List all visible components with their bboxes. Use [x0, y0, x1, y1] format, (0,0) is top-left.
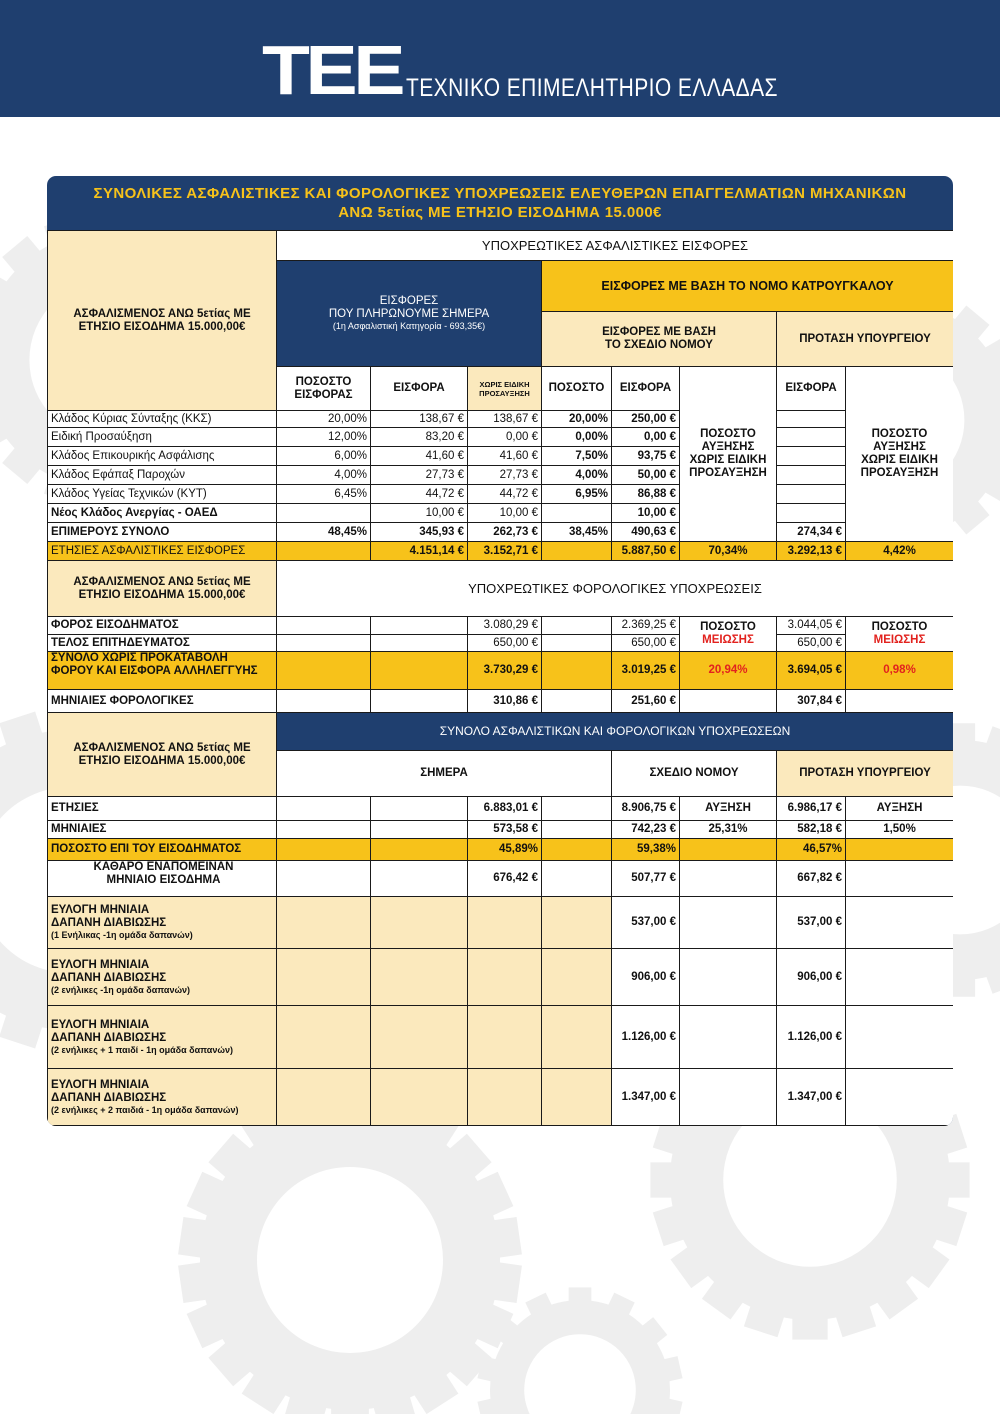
rate-cell: 4,00%	[276, 465, 371, 485]
contribution-cell: 27,73 €	[370, 465, 468, 485]
tax-total-ministry-pct: 0,98%	[845, 651, 953, 690]
empty	[679, 689, 777, 713]
contribution-cell: 44,72 €	[370, 484, 468, 504]
new-rate-cell: 38,45%	[541, 522, 612, 542]
annual-new-contribution: 5.887,50 €	[611, 541, 680, 561]
monthly-tax-today: 310,86 €	[467, 689, 542, 713]
empty	[845, 689, 953, 713]
annual-contribution: 4.151,14 €	[370, 541, 468, 561]
empty	[541, 689, 612, 713]
new-contribution-cell: 0,00 €	[611, 427, 680, 447]
cell-text-line: ΠΟΣΟΣΤΟ	[871, 621, 928, 633]
no-surcharge-cell: 10,00 €	[467, 503, 542, 523]
gear-icon	[178, 1089, 522, 1414]
insurance-row-label: Κλάδος Κύριας Σύνταξης (ΚΚΣ)	[47, 410, 277, 428]
empty	[541, 860, 612, 897]
cell-text: ΑΣΦΑΛΙΣΜΕΝΟΣ ΑΝΩ 5ετίας ΜΕ ΕΤΗΣΙΟ ΕΙΣΟΔΗΜΑ 15.000,00€	[73, 741, 251, 767]
totals-pct-income-draft: 59,38%	[611, 838, 680, 861]
cell-text-line: ΤΟ ΣΧΕΔΙΟ ΝΟΜΟΥ	[605, 339, 713, 351]
empty	[541, 896, 612, 949]
totals-net-income-ministry: 667,82 €	[776, 860, 846, 897]
empty	[276, 651, 371, 690]
business-fee-draft: 650,00 €	[611, 634, 680, 652]
obligations-table-card	[47, 176, 953, 1126]
header-no-surcharge	[467, 366, 542, 411]
empty	[276, 948, 371, 1006]
totals-monthly-ministry-note: 1,50%	[845, 820, 953, 839]
header-new-contribution: ΕΙΣΦΟΡΑ	[611, 366, 680, 411]
ministry-contribution-cell	[776, 446, 846, 466]
new-contribution-cell: 50,00 €	[611, 465, 680, 485]
empty	[370, 616, 468, 635]
cell-text-line: (1η Ασφαλιστική Κατηγορία - 693,35€)	[332, 321, 486, 331]
cell-text-line: ΠΟΣΟΣΤΟ	[871, 428, 928, 440]
cell-text-line: (1 Ενήλικας -1η ομάδα δαπανών)	[51, 930, 193, 940]
ministry-proposal-header: ΠΡΟΤΑΣΗ ΥΠΟΥΡΓΕΙΟΥ	[776, 311, 953, 367]
insured-label-2	[47, 560, 277, 617]
totals-monthly-label: ΜΗΝΙΑΙΕΣ	[47, 820, 277, 839]
living-cost-draft: 906,00 €	[611, 948, 680, 1006]
empty	[370, 651, 468, 690]
new-contribution-cell: 490,63 €	[611, 522, 680, 542]
empty	[679, 896, 777, 949]
insurance-row-label: Κλάδος Επικουρικής Ασφάλισης	[47, 446, 277, 466]
contribution-cell: 138,67 €	[370, 410, 468, 428]
reduction-note-ministry	[845, 616, 953, 652]
empty	[276, 796, 371, 821]
cell-text-line: ΣΥΝΟΛΟ ΧΩΡΙΣ ΠΡΟΚΑΤΑΒΟΛΗ	[51, 652, 228, 664]
totals-annual-ministry-note: ΑΥΞΗΣΗ	[845, 796, 953, 821]
cell-text-line: ΠΡΟΣΑΥΞΗΣΗ	[860, 467, 939, 479]
cell-text-line: ΧΩΡΙΣ ΕΙΔΙΚΗ	[689, 454, 767, 466]
today-contrib-header	[276, 260, 542, 367]
new-rate-cell: 20,00%	[541, 410, 612, 428]
empty	[541, 651, 612, 690]
empty	[276, 634, 371, 652]
empty	[845, 948, 953, 1006]
empty	[370, 796, 468, 821]
empty	[541, 820, 612, 839]
totals-monthly-draft: 742,23 €	[611, 820, 680, 839]
annual-rate-empty	[276, 541, 371, 561]
totals-monthly-draft-note: 25,31%	[679, 820, 777, 839]
empty	[276, 1068, 371, 1126]
new-rate-cell: 4,00%	[541, 465, 612, 485]
rate-cell: 20,00%	[276, 410, 371, 428]
tax-total-ministry: 3.694,05 €	[776, 651, 846, 690]
contribution-cell: 83,20 €	[370, 427, 468, 447]
empty	[541, 838, 612, 861]
empty	[370, 896, 468, 949]
contribution-cell: 345,93 €	[370, 522, 468, 542]
empty	[845, 1068, 953, 1126]
living-cost-ministry: 906,00 €	[776, 948, 846, 1006]
living-cost-label	[47, 1005, 277, 1069]
tax-section-title: ΥΠΟΧΡΕΩΤΙΚΕΣ ΦΟΡΟΛΟΓΙΚΕΣ ΥΠΟΧΡΕΩΣΕΙΣ	[276, 560, 953, 617]
no-surcharge-cell: 0,00 €	[467, 427, 542, 447]
annual-new-rate-empty	[541, 541, 612, 561]
no-surcharge-cell: 262,73 €	[467, 522, 542, 542]
cell-text-line: (2 ενήλικες + 2 παιδιά - 1η ομάδα δαπανών)	[51, 1104, 239, 1115]
katrougkalos-header: ΕΙΣΦΟΡΕΣ ΜΕ ΒΑΣΗ ΤΟ ΝΟΜΟ ΚΑΤΡΟΥΓΚΑΛΟΥ	[541, 260, 953, 312]
totals-monthly-today: 573,58 €	[467, 820, 542, 839]
increase-note-ministry	[845, 366, 953, 542]
business-fee-label: ΤΕΛΟΣ ΕΠΙΤΗΔΕΥΜΑΤΟΣ	[47, 634, 277, 652]
totals-pct-income-ministry-note	[845, 838, 953, 861]
cell-text-line: ΑΥΞΗΣΗΣ	[701, 441, 755, 453]
rate-cell: 12,00%	[276, 427, 371, 447]
empty	[370, 838, 468, 861]
table-title	[47, 176, 953, 230]
tee-logo: ΤΕΕ	[262, 31, 402, 109]
cell-text-line: ΚΑΘΑΡΟ ΕΝΑΠΟΜΕΙΝΑΝ	[93, 861, 234, 873]
living-cost-label	[47, 948, 277, 1006]
header-contribution: ΕΙΣΦΟΡΑ	[370, 366, 468, 411]
cell-text-line: ΕΥΛΟΓΗ ΜΗΝΙΑΙΑ	[51, 1078, 150, 1091]
draft-law-header	[541, 311, 777, 367]
cell-text-line: ΧΩΡΙΣ ΕΙΔΙΚΗ	[479, 379, 530, 389]
living-cost-ministry: 1.126,00 €	[776, 1005, 846, 1069]
new-rate-cell	[541, 503, 612, 523]
empty	[276, 616, 371, 635]
tax-total-draft-pct: 20,94%	[679, 651, 777, 690]
living-cost-label	[47, 896, 277, 949]
no-surcharge-cell: 27,73 €	[467, 465, 542, 485]
living-cost-ministry: 537,00 €	[776, 896, 846, 949]
no-surcharge-cell: 41,60 €	[467, 446, 542, 466]
insured-label-1	[47, 230, 277, 411]
empty	[370, 820, 468, 839]
totals-annual-draft-note: ΑΥΞΗΣΗ	[679, 796, 777, 821]
header-new-rate: ΠΟΣΟΣΤΟ	[541, 366, 612, 411]
no-surcharge-cell: 138,67 €	[467, 410, 542, 428]
cell-text-line: (2 ενήλικες + 1 παιδί - 1η ομάδα δαπανών)	[51, 1044, 233, 1055]
income-tax-today: 3.080,29 €	[467, 616, 542, 635]
totals-section-title: ΣΥΝΟΛΟ ΑΣΦΑΛΙΣΤΙΚΩΝ ΚΑΙ ΦΟΡΟΛΟΓΙΚΩΝ ΥΠΟΧΡΕΩΣΕΩΝ	[276, 712, 953, 751]
monthly-tax-ministry: 307,84 €	[776, 689, 846, 713]
cell-text-line: ΔΑΠΑΝΗ ΔΙΑΒΙΩΣΗΣ	[51, 1091, 167, 1104]
totals-header-today: ΣΗΜΕΡΑ	[276, 750, 612, 797]
cell-text-line: ΔΑΠΑΝΗ ΔΙΑΒΙΩΣΗΣ	[51, 1031, 167, 1044]
cell-text-line: ΠΟΣΟΣΤΟ	[295, 375, 352, 388]
empty	[370, 1005, 468, 1069]
cell-text-line: ΕΙΣΦΟΡΕΣ ΜΕ ΒΑΣΗ	[602, 326, 716, 338]
empty	[276, 838, 371, 861]
totals-pct-income-label: ΠΟΣΟΣΤΟ ΕΠΙ ΤΟΥ ΕΙΣΟΔΗΜΑΤΟΣ	[47, 838, 277, 861]
cell-text-line: (2 ενήλικες -1η ομάδα δαπανών)	[51, 984, 191, 995]
cell-text-line: ΕΥΛΟΓΗ ΜΗΝΙΑΙΑ	[51, 1018, 150, 1031]
no-surcharge-cell: 44,72 €	[467, 484, 542, 504]
cell-text-line: ΕΥΛΟΓΗ ΜΗΝΙΑΙΑ	[51, 958, 150, 971]
empty	[276, 1005, 371, 1069]
empty	[467, 1005, 542, 1069]
cell-text-line: ΑΥΞΗΣΗΣ	[873, 441, 926, 453]
totals-pct-income-draft-note	[679, 838, 777, 861]
title-line-1: ΣΥΝΟΛΙΚΕΣ ΑΣΦΑΛΙΣΤΙΚΕΣ ΚΑΙ ΦΟΡΟΛΟΓΙΚΕΣ ΥΠΟΧΡΕΩΣΕΙΣ ΕΛΕΥΘΕΡΩΝ ΕΠΑΓΓΕΛΜΑΤΙΩΝ ΜΗΧΑΝΙΚΩΝ	[93, 185, 907, 202]
ministry-contribution-cell	[776, 503, 846, 523]
org-name: ΤΕΧΝΙΚΟ ΕΠΙΜΕΛΗΤΗΡΙΟ ΕΛΛΑΔΑΣ	[406, 74, 778, 102]
cell-text-line: ΠΡΟΣΑΥΞΗΣΗ	[689, 467, 767, 479]
new-contribution-cell: 86,88 €	[611, 484, 680, 504]
totals-monthly-ministry: 582,18 €	[776, 820, 846, 839]
annual-no-surcharge: 3.152,71 €	[467, 541, 542, 561]
empty	[467, 896, 542, 949]
annual-insurance-label: ΕΤΗΣΙΕΣ ΑΣΦΑΛΙΣΤΙΚΕΣ ΕΙΣΦΟΡΕΣ	[47, 541, 277, 561]
insurance-row-label: Κλάδος Εφάπαξ Παροχών	[47, 465, 277, 485]
empty	[370, 948, 468, 1006]
new-contribution-cell: 250,00 €	[611, 410, 680, 428]
empty	[276, 689, 371, 713]
totals-pct-income-today: 45,89%	[467, 838, 542, 861]
cell-text-line: ΕΙΣΦΟΡΑΣ	[294, 388, 353, 401]
empty	[679, 1005, 777, 1069]
insurance-row-label: Ειδική Προσαύξηση	[47, 427, 277, 447]
ministry-contribution-cell	[776, 427, 846, 447]
living-cost-draft: 1.347,00 €	[611, 1068, 680, 1126]
empty	[276, 860, 371, 897]
ministry-contribution-cell	[776, 465, 846, 485]
cell-text-line: ΔΑΠΑΝΗ ΔΙΑΒΙΩΣΗΣ	[51, 971, 167, 984]
totals-net-income-label	[47, 860, 277, 897]
empty	[276, 820, 371, 839]
new-contribution-cell: 10,00 €	[611, 503, 680, 523]
annual-ministry-increase: 4,42%	[845, 541, 953, 561]
insurance-section-title: ΥΠΟΧΡΕΩΤΙΚΕΣ ΑΣΦΑΛΙΣΤΙΚΕΣ ΕΙΣΦΟΡΕΣ	[276, 230, 953, 261]
totals-net-income-draft: 507,77 €	[611, 860, 680, 897]
header-bar	[0, 0, 1000, 117]
ministry-contribution-cell	[776, 484, 846, 504]
contribution-cell: 10,00 €	[370, 503, 468, 523]
living-cost-ministry: 1.347,00 €	[776, 1068, 846, 1126]
empty	[845, 896, 953, 949]
empty	[370, 634, 468, 652]
rate-cell: 48,45%	[276, 522, 371, 542]
cell-text: ΑΣΦΑΛΙΣΜΕΝΟΣ ΑΝΩ 5ετίας ΜΕ ΕΤΗΣΙΟ ΕΙΣΟΔΗΜΑ 15.000,00€	[73, 307, 251, 333]
cell-text-line: ΕΙΣΦΟΡΕΣ	[379, 295, 439, 307]
totals-header-ministry: ΠΡΟΤΑΣΗ ΥΠΟΥΡΓΕΙΟΥ	[776, 750, 953, 797]
living-cost-label	[47, 1068, 277, 1126]
cell-text-line: ΧΩΡΙΣ ΕΙΔΙΚΗ	[861, 454, 938, 466]
income-tax-draft: 2.369,25 €	[611, 616, 680, 635]
totals-net-income-today: 676,42 €	[467, 860, 542, 897]
cell-text-line: ΜΕΙΩΣΗΣ	[873, 634, 926, 646]
cell-text-line: ΠΡΟΣΑΥΞΗΣΗ	[479, 388, 530, 398]
living-cost-draft: 537,00 €	[611, 896, 680, 949]
income-tax-ministry: 3.044,05 €	[776, 616, 846, 635]
totals-annual-ministry: 6.986,17 €	[776, 796, 846, 821]
totals-annual-draft: 8.906,75 €	[611, 796, 680, 821]
title-line-2: ΑΝΩ 5ετίας ΜΕ ΕΤΗΣΙΟ ΕΙΣΟΔΗΜΑ 15.000€	[338, 204, 662, 221]
totals-net-income-ministry-note	[845, 860, 953, 897]
empty	[541, 1005, 612, 1069]
ministry-contribution-cell	[776, 410, 846, 428]
empty	[541, 616, 612, 635]
empty	[679, 948, 777, 1006]
cell-text-line: ΜΗΝΙΑΙΟ ΕΙΣΟΔΗΜΑ	[106, 874, 221, 886]
cell-text-line: ΠΟΣΟΣΤΟ	[700, 428, 756, 440]
insurance-row-label: Νέος Κλάδος Ανεργίας - ΟΑΕΔ	[47, 503, 277, 523]
totals-pct-income-ministry: 46,57%	[776, 838, 846, 861]
rate-cell	[276, 503, 371, 523]
rate-cell: 6,00%	[276, 446, 371, 466]
empty	[370, 689, 468, 713]
totals-annual-label: ΕΤΗΣΙΕΣ	[47, 796, 277, 821]
cell-text-line: ΕΥΛΟΓΗ ΜΗΝΙΑΙΑ	[51, 904, 150, 916]
empty	[679, 1068, 777, 1126]
contribution-cell: 41,60 €	[370, 446, 468, 466]
totals-header-draft: ΣΧΕΔΙΟ ΝΟΜΟΥ	[611, 750, 777, 797]
business-fee-ministry: 650,00 €	[776, 634, 846, 652]
income-tax-label: ΦΟΡΟΣ ΕΙΣΟΔΗΜΑΤΟΣ	[47, 616, 277, 635]
tax-total-label	[47, 651, 277, 690]
gear-icon	[477, 1287, 682, 1414]
cell-text-line: ΠΟΣΟΣΤΟ	[700, 621, 756, 633]
ministry-contribution-cell: 274,34 €	[776, 522, 846, 542]
empty	[845, 1005, 953, 1069]
totals-annual-today: 6.883,01 €	[467, 796, 542, 821]
empty	[276, 896, 371, 949]
cell-text-line: ΜΕΙΩΣΗΣ	[702, 634, 754, 646]
insured-label-3	[47, 712, 277, 797]
new-rate-cell: 7,50%	[541, 446, 612, 466]
cell-text-line: ΦΟΡΟΥ ΚΑΙ ΕΙΣΦΟΡΑ ΑΛΛΗΛΕΓΓΥΗΣ	[51, 665, 258, 677]
empty	[370, 1068, 468, 1126]
business-fee-today: 650,00 €	[467, 634, 542, 652]
totals-net-income-draft-note	[679, 860, 777, 897]
insurance-row-label: ΕΠΙΜΕΡΟΥΣ ΣΥΝΟΛΟ	[47, 522, 277, 542]
monthly-tax-draft: 251,60 €	[611, 689, 680, 713]
reduction-note-draft	[679, 616, 777, 652]
annual-increase: 70,34%	[679, 541, 777, 561]
cell-text-line: ΠΟΥ ΠΛΗΡΩΝΟΥΜΕ ΣΗΜΕΡΑ	[328, 308, 490, 320]
new-rate-cell: 6,95%	[541, 484, 612, 504]
header-ministry-contribution: ΕΙΣΦΟΡΑ	[776, 366, 846, 411]
header-rate	[276, 366, 371, 411]
living-cost-draft: 1.126,00 €	[611, 1005, 680, 1069]
empty	[467, 948, 542, 1006]
cell-text: ΑΣΦΑΛΙΣΜΕΝΟΣ ΑΝΩ 5ετίας ΜΕ ΕΤΗΣΙΟ ΕΙΣΟΔΗΜΑ 15.000,00€	[73, 575, 251, 601]
rate-cell: 6,45%	[276, 484, 371, 504]
increase-note-draft	[679, 366, 777, 542]
cell-text-line: ΔΑΠΑΝΗ ΔΙΑΒΙΩΣΗΣ	[51, 917, 167, 929]
annual-ministry-contribution: 3.292,13 €	[776, 541, 846, 561]
empty	[541, 1068, 612, 1126]
new-contribution-cell: 93,75 €	[611, 446, 680, 466]
empty	[541, 796, 612, 821]
insurance-row-label: Κλάδος Υγείας Τεχνικών (ΚΥΤ)	[47, 484, 277, 504]
tax-total-draft: 3.019,25 €	[611, 651, 680, 690]
new-rate-cell: 0,00%	[541, 427, 612, 447]
empty	[541, 634, 612, 652]
tax-total-today: 3.730,29 €	[467, 651, 542, 690]
monthly-tax-label: ΜΗΝΙΑΙΕΣ ΦΟΡΟΛΟΓΙΚΕΣ	[47, 689, 277, 713]
empty	[541, 948, 612, 1006]
empty	[370, 860, 468, 897]
empty	[467, 1068, 542, 1126]
